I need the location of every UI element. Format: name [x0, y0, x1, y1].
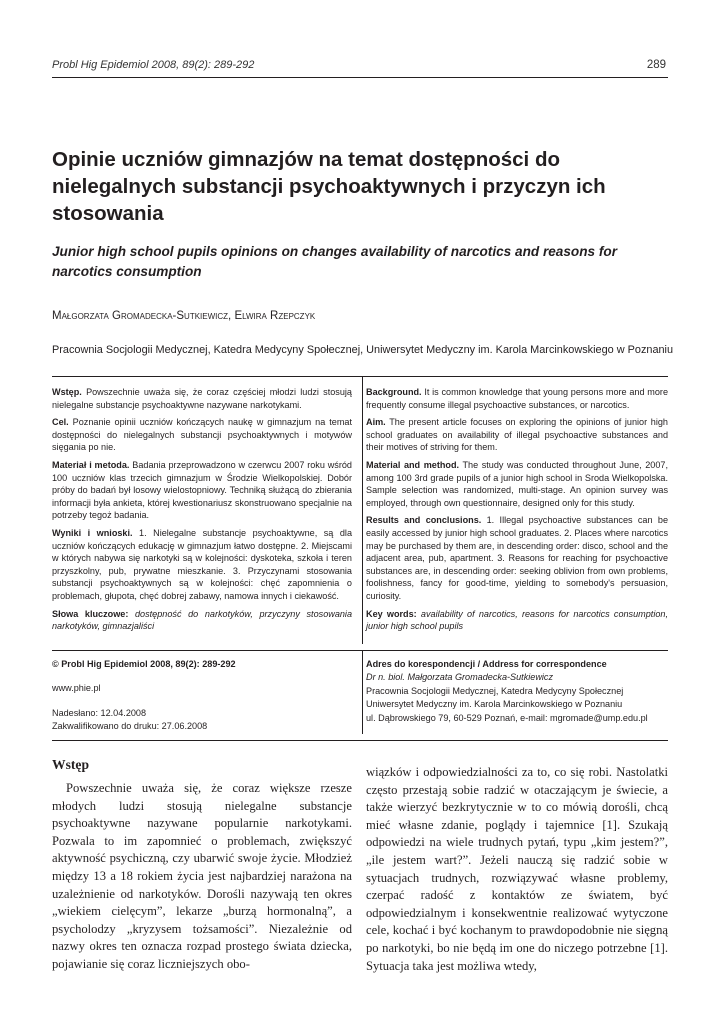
abstract-label: Wstęp. — [52, 387, 82, 397]
info-column-divider — [362, 650, 363, 734]
info-top-rule — [52, 650, 668, 651]
header-rule — [52, 77, 668, 78]
body-paragraph: wiązków i odpowiedzialności za to, co się robi. Nastolatki często przestają sobie radzić w otaczającym je świecie, a także wierzyć bezkrytycznie w to co mówią dorośli, chcą mieć własne zdanie, poglądy i tajemnice [1]. Szukają odpowiedzi na wiele trudnych pytań, typu „kim jestem?”, „ile jestem wart?”. Jeżeli nauczą się radzić sobie w sytuacjach trudnych, rozwiązywać własne problemy, czerpać radość z kontaktów ze światem, być odpowiedzialnym i konsekwentnie realizować wytyczone cele, kochać i być kochanym to prawdopodobnie nie sięgną po narkotyki, bo nie będą im one do niczego potrzebne [1]. Sytuacja taka jest możliwa wtedy, — [366, 765, 668, 973]
article-title-polish: Opinie uczniów gimnazjów na temat dostępności do nielegalnych substancji psychoaktywnych i przyczyn ich stosowania — [52, 148, 606, 225]
abstract-paragraph — [52, 527, 352, 603]
copyright-line: © Probl Hig Epidemiol 2008, 89(2): 289-292 — [52, 659, 236, 669]
abstract-text: It is common knowledge that young persons more and more frequently consume illegal psychoactive substances, or narcotics. — [366, 387, 668, 410]
abstract-paragraph — [366, 416, 668, 454]
abstract-paragraph — [366, 386, 668, 411]
abstract-english — [366, 386, 668, 638]
body-column-right — [366, 764, 668, 975]
abstract-label: Wyniki i wnioski. — [52, 527, 133, 538]
author-name: Małgorzata Gromadecka-Sutkiewicz — [52, 310, 229, 322]
author-list — [52, 310, 315, 322]
keywords-label: Key words: — [366, 608, 417, 619]
journal-website: www.phie.pl — [52, 683, 101, 694]
abstract-text: The study was conducted throughout June, 2007, among 100 3rd grade pupils of a junior high school in Sroda Wielkopolska. Sample selection was randomized, multi-stage. An opinion survey was employed, through own questionnaire, designed only for this study. — [366, 459, 668, 508]
abstract-paragraph — [366, 514, 668, 602]
page-number: 289 — [646, 59, 666, 71]
abstract-text: Poznanie opinii uczniów kończących naukę w gimnazjum na temat dostępności do nielegalnych substancji psychoaktywnych i motywów sięgania po nie. — [52, 417, 353, 453]
article-title-english: Junior high school pupils opinions on changes availability of narcotics and reasons for narcotics consumption — [52, 244, 617, 279]
abstract-text: 1. Illegal psychoactive substances can be easily accessed by junior high school graduates. 2. Places where narcotics may be purchased by them are, in descending order: disco, school and the adjacent area, pub, apartment. 3. Reasons for reaching for psychoactive substances are, in descending order: seeking oblivion from own problems, foolishness, fancy for good-time, yielding to somebody's persuasion, curiosity. — [366, 515, 669, 601]
abstract-label: Background. — [366, 387, 422, 397]
keywords-text: availability of narcotics, reasons for narcotics consumption, junior high school pupils — [366, 608, 668, 632]
keywords-paragraph — [52, 608, 352, 633]
received-date: Nadesłano: 12.04.2008 — [52, 707, 147, 718]
keywords-paragraph — [366, 608, 668, 633]
correspondence-address — [366, 658, 668, 725]
abstract-text: 1. Nielegalne substancje psychoaktywne, są dla uczniów kończących edukację w gimnazjum łatwo dostępne. 2. Miejscami w których nabywa się narkotyki są w kolejności: dyskoteka, szkoła i teren przyszkolny, pub, prywatne mieszkanie. 3. Przyczynami stosowania substancji psychoaktywnych są w kolejności: chęć zapomnienia o problemach, głupota, chęć dobrej zabawy, namowa innych i ciekawość. — [52, 527, 352, 601]
accepted-date: Zakwalifikowano do druku: 27.06.2008 — [52, 721, 208, 732]
running-header-citation: Probl Hig Epidemiol 2008, 89(2): 289-292 — [52, 59, 255, 71]
abstract-text: Powszechnie uważa się, że coraz częściej młodzi ludzi stosują nielegalne substancje psychoaktywne nazywane narkotykami. — [52, 387, 352, 410]
abstract-label: Material and method. — [366, 459, 460, 470]
info-bottom-rule — [52, 740, 668, 741]
abstract-label: Materiał i metoda. — [52, 459, 130, 470]
body-column-left — [52, 780, 352, 974]
abstract-top-rule — [52, 376, 668, 377]
abstract-text: Badania przeprowadzono w czerwcu 2007 roku wśród 100 uczniów klas trzecich gimnazjum w Środzie Wielkopolskiej. Dobór próby do badań był losowy wielostopniowy. Techniką służącą do zbierania informacji była ankieta, której kwestionariusz skonstruowano specjalnie na potrzeby tegoż badania. — [52, 459, 352, 521]
keywords-text: dostępność do narkotyków, przyczyny stosowania narkotyków, gimnazjaliści — [52, 608, 353, 632]
abstract-label: Results and conclusions. — [366, 515, 482, 526]
abstract-paragraph — [366, 459, 668, 509]
abstract-column-divider — [362, 376, 363, 644]
correspondence-line: ul. Dąbrowskiego 79, 60-529 Poznań, e-mail: mgromade@ump.edu.pl — [366, 712, 648, 723]
keywords-label: Słowa kluczowe: — [52, 608, 129, 619]
correspondence-line: Pracownia Socjologii Medycznej, Katedra Medycyny Społecznej — [366, 685, 624, 696]
abstract-paragraph — [52, 459, 352, 522]
author-affiliation: Pracownia Socjologii Medycznej, Katedra Medycyny Społecznej, Uniwersytet Medyczny im. Karola Marcinkowskiego w Poznaniu — [52, 344, 674, 356]
abstract-label: Cel. — [52, 417, 69, 428]
abstract-polish — [52, 386, 352, 638]
author-separator: , — [228, 310, 235, 322]
abstract-text: The present article focuses on exploring the opinions of junior high school graduates on availability of illegal psychoactive substances and their motives of striving for them. — [366, 417, 668, 453]
abstract-paragraph — [52, 386, 352, 411]
correspondence-line: Uniwersytet Medyczny im. Karola Marcinkowskiego w Poznaniu — [366, 699, 623, 710]
abstract-paragraph — [52, 416, 352, 454]
correspondence-name: Dr n. biol. Małgorzata Gromadecka-Sutkiewicz — [366, 672, 553, 683]
correspondence-heading: Adres do korespondencji / Address for correspondence — [366, 659, 607, 669]
publication-info — [52, 658, 352, 734]
body-paragraph: Powszechnie uważa się, że coraz większe rzesze młodych ludzi stosują nielegalne substancje psychoaktywne nazywane popularnie narkotykami. Pozwala to im zapomnieć o problemach, zwiększyć aktywność psychiczną, czy ubarwić swoje życie. Młodzież między 13 a 18 rokiem życia jest najbardziej narażona na uzależnienie od narkotyków. Dorośli nazywają ten okres „wiekiem cielęcym”, lekarze „burzą hormonalną”, a psycholodzy „kryzysem tożsamości”. Niezależnie od nazwy okres ten oznacza rozpad prostego świata dziecka, pojawianie się coraz liczniejszych obo- — [52, 781, 352, 971]
author-name: Elwira Rzepczyk — [234, 310, 316, 322]
abstract-label: Aim. — [366, 417, 386, 428]
section-heading: Wstęp — [52, 757, 90, 772]
